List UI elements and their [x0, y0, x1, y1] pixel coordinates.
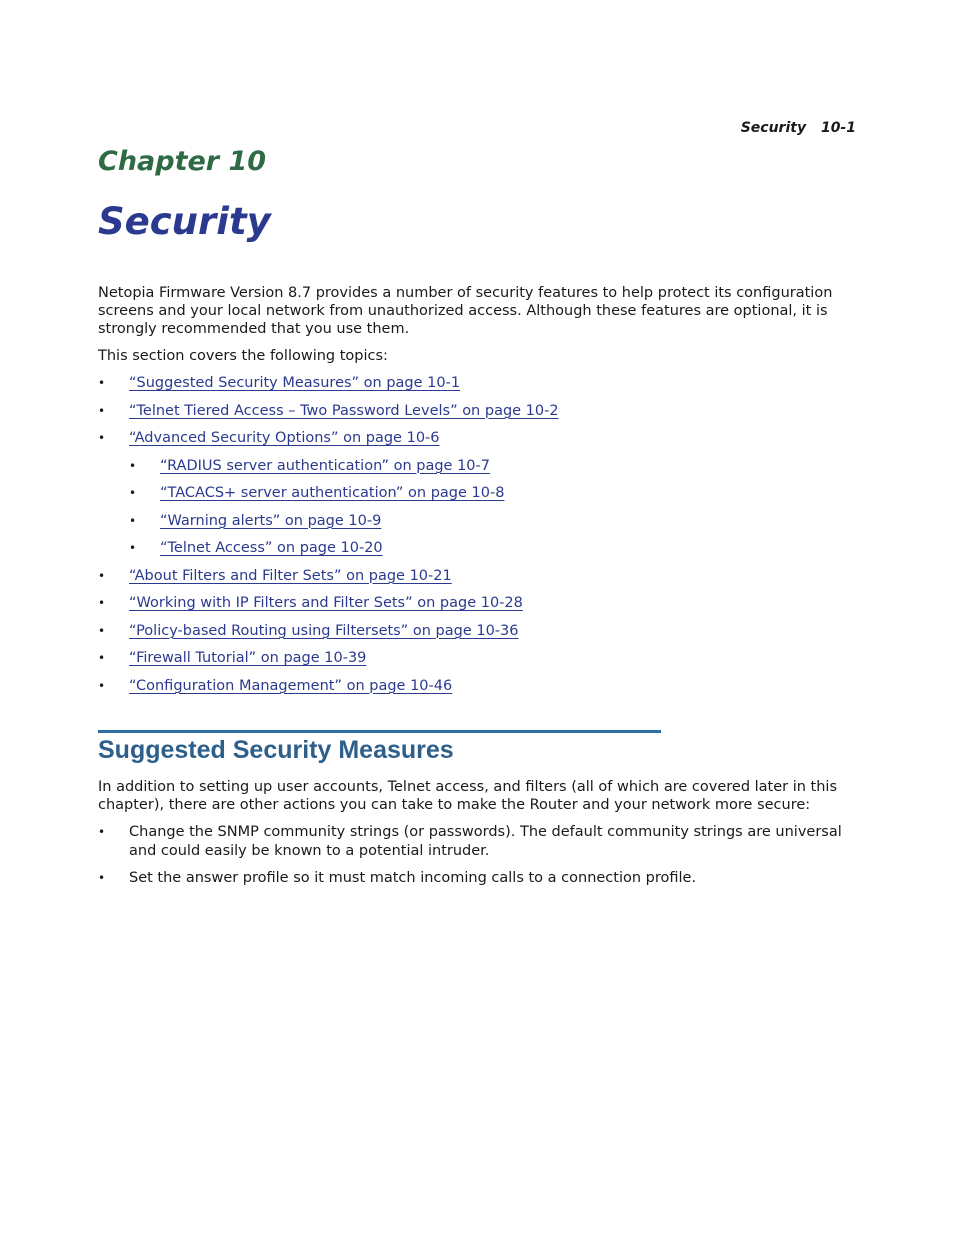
bullet-icon: • — [98, 623, 106, 638]
measure-text: Change the SNMP community strings (or passwords). The default community strings are universal and could easily be known to a potential intruder. — [129, 824, 842, 859]
topic-item — [98, 374, 858, 402]
section-heading: Suggested Security Measures — [98, 736, 454, 764]
bullet-icon: • — [98, 568, 106, 583]
bullet-icon: • — [129, 513, 137, 528]
bullet-icon: • — [98, 376, 106, 390]
subtopic-item — [98, 457, 858, 485]
topic-item — [98, 622, 858, 650]
chapter-label: Chapter 10 — [98, 146, 267, 177]
topic-item — [98, 677, 858, 705]
topic-link[interactable]: “Firewall Tutorial” on page 10-39 — [129, 650, 367, 666]
topic-link[interactable]: “Policy-based Routing using Filtersets” on page 10-36 — [129, 622, 519, 639]
running-header-section: Security — [740, 120, 807, 136]
topic-item — [98, 594, 858, 622]
subtopic-item — [98, 539, 858, 567]
subtopic-link[interactable]: “TACACS+ server authentication” on page 10-8 — [160, 485, 505, 501]
chapter-title: Security — [98, 200, 271, 243]
topic-link[interactable]: “Configuration Management” on page 10-46 — [129, 677, 453, 694]
topic-item — [98, 567, 858, 595]
intro-paragraph: Netopia Firmware Version 8.7 provides a number of security features to help protect its configuration screens and your local network from unauthorized access. Although these features are optional, it is strongly recommended that you use them. — [98, 285, 833, 337]
topics-list — [98, 374, 858, 704]
running-header-page-number: 10-1 — [820, 120, 856, 136]
bullet-icon: • — [98, 596, 106, 610]
bullet-icon: • — [98, 825, 106, 839]
intro-content — [98, 284, 858, 704]
topic-item — [98, 402, 858, 430]
bullet-icon: • — [98, 431, 106, 445]
bullet-icon: • — [129, 541, 137, 555]
bullet-icon: • — [129, 486, 137, 500]
subtopic-link[interactable]: “Warning alerts” on page 10-9 — [160, 512, 382, 529]
bullet-icon: • — [98, 403, 106, 418]
topic-item — [98, 429, 858, 457]
bullet-icon: • — [98, 871, 106, 885]
measure-text: Set the answer profile so it must match incoming calls to a connection profile. — [129, 870, 697, 886]
measures-list — [98, 823, 858, 888]
subtopic-link[interactable]: “RADIUS server authentication” on page 10-7 — [160, 457, 490, 474]
measure-item — [98, 823, 858, 860]
measure-item — [98, 869, 858, 888]
topic-link[interactable]: “Advanced Security Options” on page 10-6 — [129, 430, 440, 446]
section-divider — [98, 730, 661, 733]
topic-link[interactable]: “Telnet Tiered Access – Two Password Levels” on page 10-2 — [129, 402, 559, 419]
section-paragraph: In addition to setting up user accounts, Telnet access, and filters (all of which are covered later in this chapter), there are other actions you can take to make the Router and your network more secure: — [98, 779, 838, 813]
topic-item — [98, 649, 858, 677]
running-header — [0, 120, 856, 136]
subtopic-item — [98, 484, 858, 512]
subtopic-item — [98, 512, 858, 540]
bullet-icon: • — [98, 678, 106, 693]
subtopic-link[interactable]: “Telnet Access” on page 10-20 — [160, 540, 383, 556]
bullet-icon: • — [129, 458, 137, 473]
section-body — [98, 778, 858, 897]
topic-link[interactable]: “About Filters and Filter Sets” on page 10-21 — [129, 567, 452, 584]
topics-lead: This section covers the following topics: — [98, 348, 388, 364]
topic-link[interactable]: “Suggested Security Measures” on page 10-1 — [129, 375, 461, 391]
bullet-icon: • — [98, 651, 106, 665]
topic-link[interactable]: “Working with IP Filters and Filter Sets” on page 10-28 — [129, 595, 523, 611]
